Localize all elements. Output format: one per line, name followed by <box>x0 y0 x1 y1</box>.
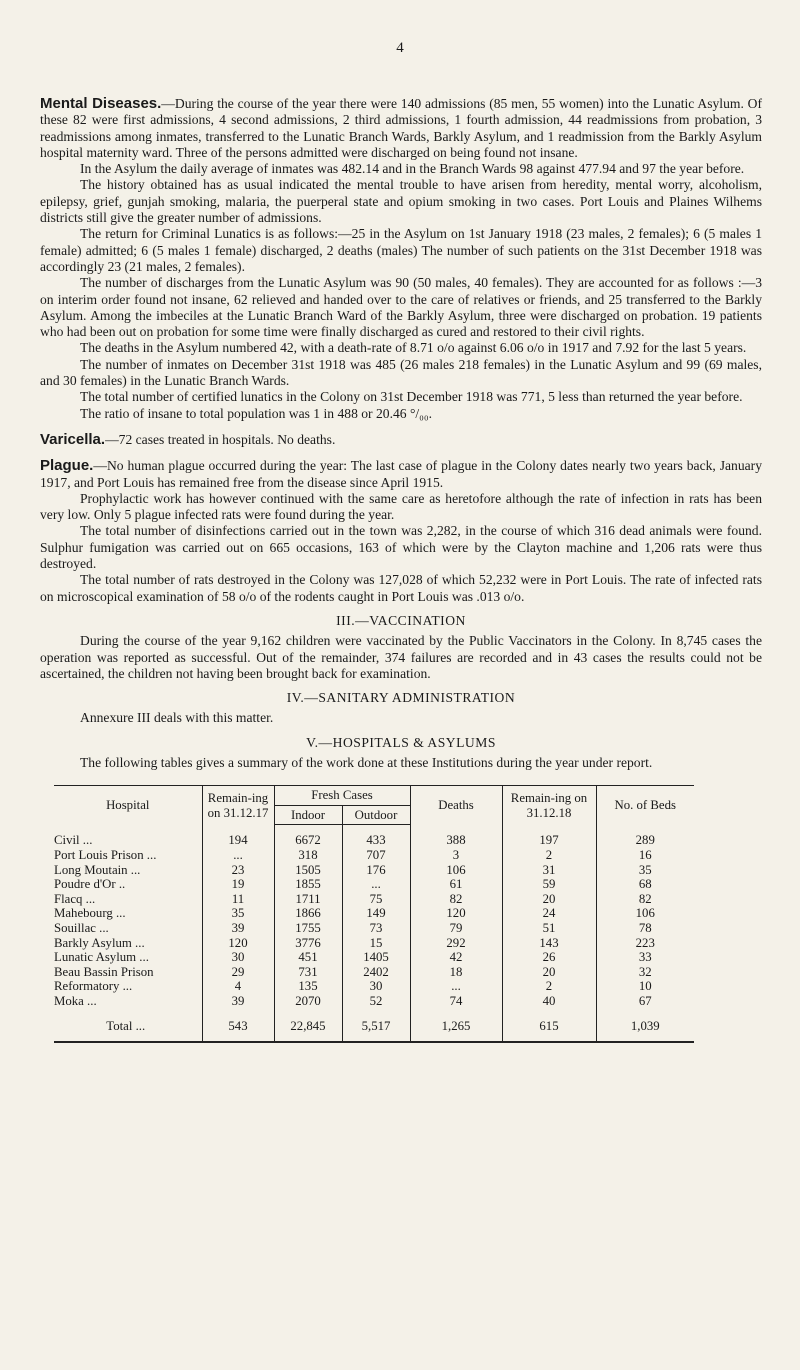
cell-indoor: 731 <box>274 965 342 980</box>
page-body <box>40 96 762 1043</box>
cell-outdoor: 30 <box>342 979 410 994</box>
cell-remaining-end: 143 <box>502 936 596 951</box>
cell-outdoor: 1405 <box>342 950 410 965</box>
plague-heading: Plague. <box>40 457 94 475</box>
cell-deaths: 18 <box>410 965 502 980</box>
cell-deaths: 1,265 <box>410 1009 502 1043</box>
table-row <box>54 892 694 907</box>
plague-text-3: The total number of disinfections carried out in the town was 2,282, in the course of which 316 dead animals were found. Sulphur fumigation was carried out on 665 occasions, 163 of which were by the Clayton machine and 1,206 rats were thus destroyed. <box>40 523 762 572</box>
sanitary-text: Annexure III deals with this matter. <box>80 710 274 726</box>
mental-text-6: The deaths in the Asylum numbered 42, with a death-rate of 8.71 o/o against 6.06 o/o in 1917 and 7.92 for the last 5 years. <box>80 340 747 356</box>
col-indoor: Indoor <box>274 805 342 825</box>
varicella-heading: Varicella. <box>40 430 106 448</box>
cell-beds: 82 <box>596 892 694 907</box>
cell-deaths: 74 <box>410 994 502 1009</box>
cell-remaining-end: 59 <box>502 877 596 892</box>
cell-indoor: 1711 <box>274 892 342 907</box>
cell-remaining-start: 194 <box>202 825 274 848</box>
table-row <box>54 950 694 965</box>
cell-hospital-name: Souillac ... <box>54 921 109 936</box>
cell-remaining-start: 120 <box>202 936 274 951</box>
cell-beds: 223 <box>596 936 694 951</box>
cell-deaths: 3 <box>410 848 502 863</box>
cell-outdoor: 176 <box>342 863 410 878</box>
cell-indoor: 318 <box>274 848 342 863</box>
cell-remaining-end: 2 <box>502 979 596 994</box>
table-row <box>54 848 694 863</box>
cell-hospital-name: Moka ... <box>54 994 97 1008</box>
cell-remaining-end: 197 <box>502 825 596 848</box>
cell-outdoor: 707 <box>342 848 410 863</box>
cell-hospital-name: Long Moutain ... <box>54 862 141 877</box>
cell-remaining-start: 4 <box>202 979 274 994</box>
cell-deaths: 292 <box>410 936 502 951</box>
hospitals-heading: V.—HOSPITALS & ASYLUMS <box>306 734 496 750</box>
mental-text-3: The history obtained has as usual indicated the mental trouble to have arisen from heredity, mental worry, alcoholism, epilepsy, grief, gunjah smoking, malaria, the puerperal state and opium smoking in two cases. Port Louis and Plaines Wilhems districts still give the greater number of admissions. <box>40 177 762 226</box>
cell-remaining-end: 2 <box>502 848 596 863</box>
table-row <box>54 863 694 878</box>
cell-hospital-name: Port Louis Prison ... <box>54 848 157 863</box>
cell-remaining-end: 40 <box>502 994 596 1009</box>
cell-deaths: 106 <box>410 863 502 878</box>
vaccination-text: During the course of the year 9,162 children were vaccinated by the Public Vaccinators in the Colony. In 8,745 cases the operation was reported as successful. Out of the remainder, 374 failures are recorded and in 43 cases the results could not be ascertained, the children not having been brought back for examination. <box>40 633 762 681</box>
mental-text-1: —During the course of the year there were 140 admissions (85 men, 55 women) into the Lunatic Asylum. Of these 82 were first admissions, 4 second admissions, 2 third admissions, 1 fourth admission, 44 readmissions from probation, 3 readmissions among inmates, transferred to the Lunatic Branch Wards, Barkly Asylum, and 1 readmission from the Barkly Asylum hospital maternity ward. Three of the persons admitted were discharged on being found not insane. <box>40 96 762 160</box>
cell-deaths: 120 <box>410 906 502 921</box>
cell-outdoor: ... <box>342 877 410 892</box>
cell-beds: 67 <box>596 994 694 1009</box>
cell-remaining-start: 19 <box>202 877 274 892</box>
plague-text-2: Prophylactic work has however continued with the same care as heretofore although the rate of infection in rats has been very low. Only 5 plague infected rats were found during the year. <box>40 490 762 523</box>
mental-text-7: The number of inmates on December 31st 1918 was 485 (26 males 218 females) in the Lunatic Asylum and 99 (69 males, and 30 females) in the Lunatic Branch Wards. <box>40 356 762 389</box>
cell-outdoor: 2402 <box>342 965 410 980</box>
cell-outdoor: 73 <box>342 921 410 936</box>
plague-paragraph <box>40 458 762 491</box>
table-row <box>54 921 694 936</box>
cell-beds: 106 <box>596 906 694 921</box>
cell-outdoor: 52 <box>342 994 410 1009</box>
cell-beds: 68 <box>596 877 694 892</box>
col-beds: No. of Beds <box>596 786 694 825</box>
cell-remaining-start: 23 <box>202 863 274 878</box>
cell-deaths: 61 <box>410 877 502 892</box>
cell-remaining-end: 24 <box>502 906 596 921</box>
col-hospital: Hospital <box>54 786 202 825</box>
cell-beds: 289 <box>596 825 694 848</box>
cell-hospital-name: Mahebourg ... <box>54 906 126 921</box>
cell-remaining-end: 20 <box>502 892 596 907</box>
table-total-row <box>54 1009 694 1043</box>
mental-text-9: The ratio of insane to total population was 1 in 488 or 20.46 °/₀₀. <box>80 405 433 421</box>
cell-remaining-end: 31 <box>502 863 596 878</box>
cell-remaining-start: 11 <box>202 892 274 907</box>
cell-indoor: 1505 <box>274 863 342 878</box>
cell-remaining-start: 35 <box>202 906 274 921</box>
cell-remaining-start: ... <box>202 848 274 863</box>
table-row <box>54 936 694 951</box>
cell-indoor: 6672 <box>274 825 342 848</box>
varicella-text: —72 cases treated in hospitals. No deaths. <box>105 431 336 447</box>
cell-remaining-start: 29 <box>202 965 274 980</box>
cell-indoor: 3776 <box>274 936 342 951</box>
col-remaining-end: Remain-ing on 31.12.18 <box>502 786 596 825</box>
mental-text-8: The total number of certified lunatics in the Colony on 31st December 1918 was 771, 5 less than returned the year before. <box>80 389 743 405</box>
cell-hospital-name: Flacq ... <box>54 891 96 906</box>
cell-beds: 10 <box>596 979 694 994</box>
cell-deaths: 42 <box>410 950 502 965</box>
cell-beds: 78 <box>596 921 694 936</box>
col-remaining-start: Remain-ing on 31.12.17 <box>202 786 274 825</box>
cell-outdoor: 5,517 <box>342 1009 410 1043</box>
col-deaths: Deaths <box>410 786 502 825</box>
cell-outdoor: 15 <box>342 936 410 951</box>
cell-remaining-start: 39 <box>202 994 274 1009</box>
cell-indoor: 22,845 <box>274 1009 342 1043</box>
cell-hospital-name: Reformatory ... <box>54 979 133 994</box>
cell-remaining-start: 543 <box>202 1009 274 1043</box>
hospitals-table-body <box>54 825 694 1042</box>
cell-outdoor: 433 <box>342 825 410 848</box>
cell-hospital-name: Total ... <box>54 1009 202 1043</box>
cell-hospital-name: Barkly Asylum ... <box>54 935 145 950</box>
cell-remaining-start: 30 <box>202 950 274 965</box>
cell-remaining-end: 26 <box>502 950 596 965</box>
cell-indoor: 135 <box>274 979 342 994</box>
cell-hospital-name: Poudre d'Or .. <box>54 877 126 892</box>
mental-diseases-heading: Mental Diseases. <box>40 95 162 112</box>
cell-hospital-name: Lunatic Asylum ... <box>54 950 149 965</box>
mental-text-2: In the Asylum the daily average of inmates was 482.14 and in the Branch Wards 98 against 477.94 and 97 the year before. <box>80 161 745 177</box>
cell-remaining-end: 20 <box>502 965 596 980</box>
vaccination-heading: III.—VACCINATION <box>336 612 466 628</box>
cell-indoor: 1755 <box>274 921 342 936</box>
cell-deaths: 82 <box>410 892 502 907</box>
cell-deaths: 79 <box>410 921 502 936</box>
mental-diseases-paragraph <box>40 96 762 161</box>
cell-outdoor: 149 <box>342 906 410 921</box>
cell-indoor: 451 <box>274 950 342 965</box>
table-row <box>54 825 694 848</box>
cell-beds: 33 <box>596 950 694 965</box>
cell-beds: 16 <box>596 848 694 863</box>
table-row <box>54 906 694 921</box>
cell-indoor: 1855 <box>274 877 342 892</box>
table-row <box>54 877 694 892</box>
plague-text-1: —No human plague occurred during the year: The last case of plague in the Colony dates nearly two years back, January 1917, and Port Louis has remained free from the disease since April 1915. <box>40 458 762 490</box>
col-outdoor: Outdoor <box>342 805 410 825</box>
mental-text-4: The return for Criminal Lunatics is as follows:—25 in the Asylum on 1st January 1918 (23 males, 2 females); 6 (5 males 1 female) admitted; 6 (5 males 1 female) discharged, 2 deaths (males) The number of such patients on the 31st December 1918 was accordingly 23 (21 males, 2 females). <box>40 226 762 274</box>
hospitals-table <box>54 785 694 1043</box>
cell-beds: 1,039 <box>596 1009 694 1043</box>
plague-text-4: The total number of rats destroyed in the Colony was 127,028 of which 52,232 were in Port Louis. The rate of infected rats on microscopical examination of 58 o/o of the rodents caught in Port Louis was .013 o/o. <box>40 572 762 604</box>
varicella-paragraph <box>40 432 762 448</box>
table-row <box>54 979 694 994</box>
cell-hospital-name: Beau Bassin Prison <box>54 964 154 979</box>
cell-remaining-start: 39 <box>202 921 274 936</box>
cell-deaths: 388 <box>410 825 502 848</box>
mental-text-5: The number of discharges from the Lunatic Asylum was 90 (50 males, 40 females). They are accounted for as follows :—3 on interim order found not insane, 62 relieved and handed over to the care of relatives or friends, and 25 transferred to the Barkly Asylum. Among the imbeciles at the Lunatic Branch Ward of the Barkly Asylum, three were discharged on probation. 19 patients who had been out on probation for some time were finally discharged as cured and restored to their civil rights. <box>40 275 762 340</box>
cell-hospital-name: Civil ... <box>54 833 93 848</box>
table-row <box>54 994 694 1009</box>
hospitals-text: The following tables gives a summary of the work done at these Institutions during the year under report. <box>80 754 653 770</box>
cell-deaths: ... <box>410 979 502 994</box>
cell-remaining-end: 51 <box>502 921 596 936</box>
cell-indoor: 1866 <box>274 906 342 921</box>
cell-beds: 35 <box>596 863 694 878</box>
page-number: 4 <box>396 40 404 56</box>
table-row <box>54 965 694 980</box>
cell-indoor: 2070 <box>274 994 342 1009</box>
col-fresh-cases: Fresh Cases <box>274 786 410 806</box>
cell-remaining-end: 615 <box>502 1009 596 1043</box>
sanitary-heading: IV.—SANITARY ADMINISTRATION <box>286 690 516 706</box>
cell-beds: 32 <box>596 965 694 980</box>
cell-outdoor: 75 <box>342 892 410 907</box>
